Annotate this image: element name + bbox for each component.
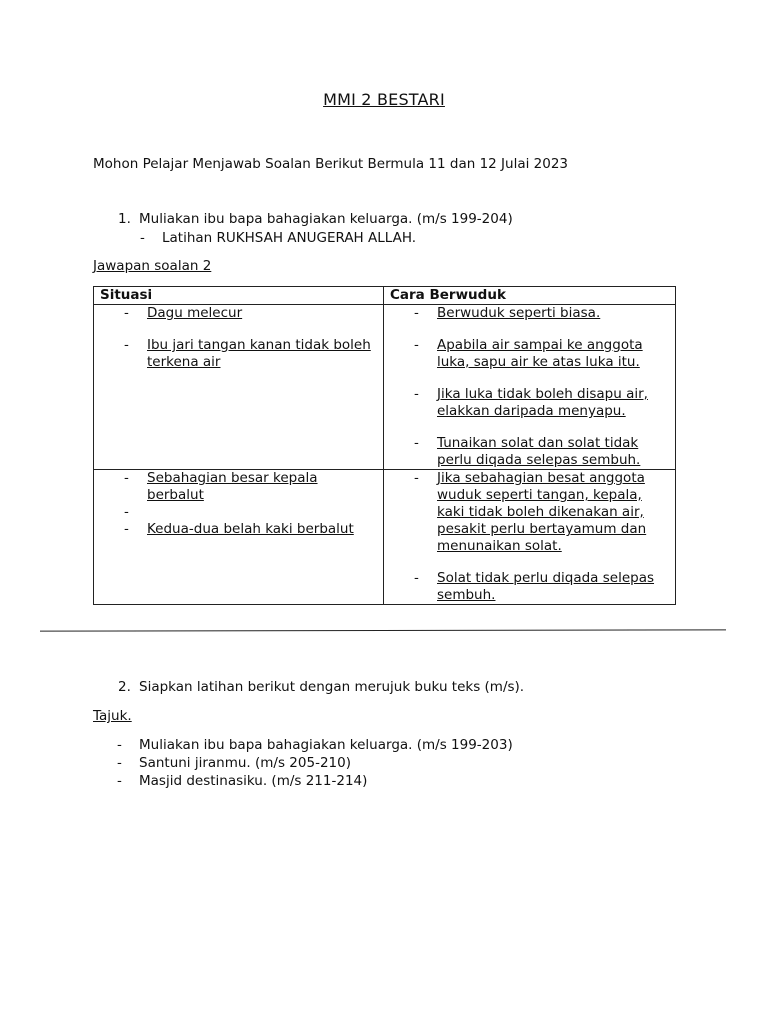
list-item: [384, 570, 675, 604]
answer-table: [93, 286, 676, 605]
cara-text: Solat tidak perlu diqada selepas sembuh.: [437, 570, 655, 603]
topic-list: [117, 736, 513, 790]
cara-text: Apabila air sampai ke anggota luka, sapu air ke atas luka itu.: [437, 337, 643, 370]
cara-cell: [384, 305, 676, 470]
divider-line: [40, 629, 726, 631]
cara-text: Jika luka tidak boleh disapu air, elakkan daripada menyapu.: [437, 386, 648, 419]
list-item: [117, 736, 513, 754]
dash-bullet: -: [124, 337, 129, 353]
situasi-text: Kedua-dua belah kaki berbalut: [147, 521, 354, 537]
dash-bullet: -: [124, 521, 129, 537]
situasi-text: Sebahagian besar kepala berbalut: [147, 470, 318, 503]
situasi-text: Ibu jari tangan kanan tidak boleh terkena air: [147, 337, 371, 370]
header-cara-berwuduk: Cara Berwuduk: [384, 287, 676, 305]
dash-bullet: -: [124, 305, 129, 321]
topic-text: Masjid destinasiku. (m/s 211-214): [139, 773, 368, 789]
list-item: [117, 772, 513, 790]
task-2-number: 2.: [118, 679, 131, 695]
cara-cell: [384, 470, 676, 605]
table-row: [94, 470, 676, 605]
list-item: [384, 386, 675, 420]
situasi-cell: [94, 470, 384, 605]
list-item: [384, 435, 675, 469]
dash-bullet: -: [124, 470, 129, 486]
table-row: [94, 305, 676, 470]
task-1-number: 1.: [118, 211, 131, 227]
task-1-subitem: [140, 230, 416, 246]
topic-text: Santuni jiranmu. (m/s 205-210): [139, 755, 351, 771]
list-item: [94, 470, 383, 504]
task-1-subitem-text: Latihan RUKHSAH ANUGERAH ALLAH.: [162, 230, 417, 246]
situasi-text: Dagu melecur: [147, 305, 243, 321]
cara-text: Jika sebahagian besat anggota wuduk seperti tangan, kepala, kaki tidak boleh dikenakan air, pesakit perlu bertayamum dan menunaikan solat.: [437, 470, 647, 554]
list-item: [384, 305, 675, 322]
task-1: [118, 211, 513, 227]
cara-text: Tunaikan solat dan solat tidak perlu diqada selepas sembuh.: [437, 435, 641, 468]
list-item: [384, 470, 675, 555]
list-item: [94, 504, 383, 521]
list-item: [117, 754, 513, 772]
dash-bullet: -: [414, 570, 419, 586]
table-header-row: [94, 287, 676, 305]
tajuk-label: Tajuk.: [93, 708, 132, 724]
task-2: [118, 679, 524, 695]
document-title: MMI 2 BESTARI: [323, 90, 445, 109]
topic-text: Muliakan ibu bapa bahagiakan keluarga. (m/s 199-203): [139, 737, 513, 753]
dash-bullet: -: [117, 773, 122, 789]
header-situasi: Situasi: [94, 287, 384, 305]
dash-bullet: -: [414, 337, 419, 353]
dash-bullet: -: [414, 386, 419, 402]
dash-bullet: -: [414, 470, 419, 486]
list-item: [94, 337, 383, 371]
list-item: [384, 337, 675, 371]
dash-bullet: -: [117, 737, 122, 753]
list-item: [94, 305, 383, 322]
dash-bullet: -: [414, 305, 419, 321]
list-item: [94, 521, 383, 538]
answer-label: Jawapan soalan 2: [93, 258, 212, 274]
task-2-text: Siapkan latihan berikut dengan merujuk buku teks (m/s).: [139, 679, 525, 695]
dash-bullet: -: [124, 504, 129, 520]
situasi-cell: [94, 305, 384, 470]
cara-text: Berwuduk seperti biasa.: [437, 305, 601, 321]
dash-bullet: -: [140, 230, 145, 246]
dash-bullet: -: [414, 435, 419, 451]
dash-bullet: -: [117, 755, 122, 771]
intro-text: Mohon Pelajar Menjawab Soalan Berikut Bermula 11 dan 12 Julai 2023: [93, 156, 569, 172]
task-1-text: Muliakan ibu bapa bahagiakan keluarga. (m/s 199-204): [139, 211, 513, 227]
